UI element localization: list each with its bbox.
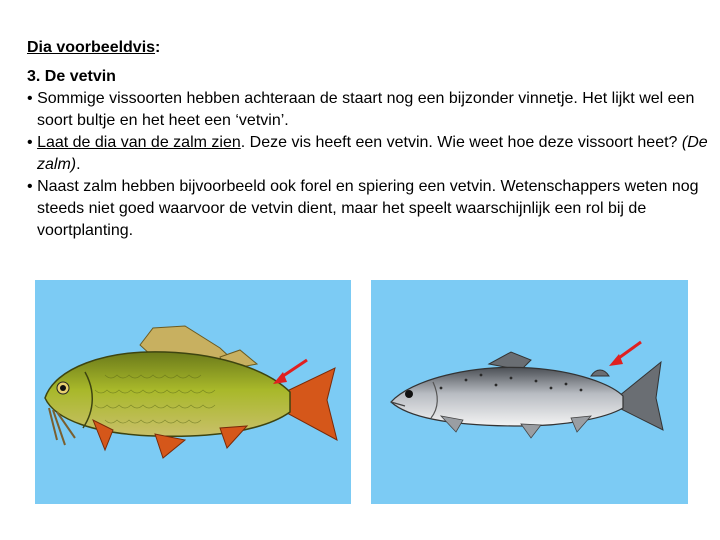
bullet-marker: • xyxy=(27,134,33,151)
bullet-2-answer: (De zalm) xyxy=(37,134,708,173)
salmon-illustration xyxy=(371,280,688,504)
bullet-2-text: . Deze vis heeft een vetvin. Wie weet hoe deze vissoort heet? xyxy=(240,134,682,151)
salmon-image xyxy=(371,280,688,504)
bullet-3-text: Naast zalm hebben bijvoorbeeld ook forel en spiering een vetvin. Wetenschappers weten nog steeds niet goed waarvoor de vetvin dient, maar het speelt waarschijnlijk een rol bij de voortplanting. xyxy=(37,178,699,239)
carp-image xyxy=(35,280,351,504)
slide-title-text: Dia voorbeeldvis xyxy=(27,39,156,56)
slide-title xyxy=(27,39,160,57)
bullet-marker: • xyxy=(27,178,33,195)
slide-body xyxy=(27,66,713,242)
bullet-3 xyxy=(27,176,713,242)
slide-title-colon: : xyxy=(155,39,161,56)
bullet-2 xyxy=(27,132,713,176)
bullet-2-end: . xyxy=(76,156,81,173)
bullet-1 xyxy=(27,88,713,132)
bullet-1-text: Sommige vissoorten hebben achteraan de staart nog een bijzonder vinnetje. Het lijkt wel een soort bultje en het heet een ‘vetvin’. xyxy=(37,90,695,129)
salmon-slide-link[interactable]: Laat de dia van de zalm zien xyxy=(37,134,241,151)
bullet-marker: • xyxy=(27,90,33,107)
carp-illustration xyxy=(35,280,351,504)
section-heading: 3. De vetvin xyxy=(27,68,116,85)
